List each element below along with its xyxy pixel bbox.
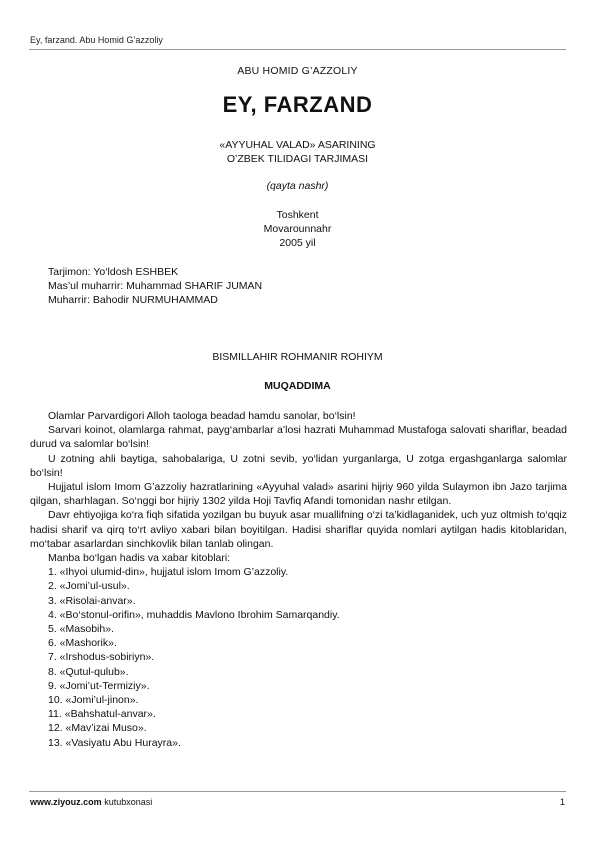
editor-credit: Muharrir: Bahodir NURMUHAMMAD: [48, 294, 218, 306]
paragraph: Hujjatul islom Imom G’azzoliy hazratlarining «Ayyuhal valad» asarini hijriy 960 yilda Sulaymon ibn Jazo tarjima qilgan, sharhlagan. So‘nggi bor hijriy 1302 yilda Hoji Tavfiq Afandi tomonidan nashr etilgan.: [30, 481, 567, 508]
paragraph: Davr ehtiyojiga ko‘ra fiqh sifatida yozilgan bu buyuk asar muallifning o‘zi ta’kidlaganidek, uch yuz oltmish to‘qqiz hadisi sharif va qirq to‘rt avliyo xabari bilan boyitilgan. Hadisi shariflar quyida nomlari aytilgan hadis kitoblaridan, mo‘tabar asarlardan sinchkovlik bilan tanlab olingan.: [30, 509, 567, 550]
sources-heading: Manba bo‘lgan hadis va xabar kitoblari:: [48, 552, 231, 565]
subtitle-line-1: «AYYUHAL VALAD» ASARINING: [219, 139, 376, 151]
site-link[interactable]: www.ziyouz.com: [30, 797, 102, 807]
translator-credit: Tarjimon: Yo‘ldosh ESHBEK: [48, 266, 179, 278]
footer-source: [30, 797, 152, 807]
library-label: kutubxonasi: [101, 797, 153, 807]
edition-note: (qayta nashr): [266, 180, 329, 192]
body-text: [30, 409, 567, 750]
page-number: 1: [559, 797, 565, 807]
paragraph: Sarvari koinot, olamlarga rahmat, payg‘ambarlar a’losi hazrati Muhammad Mustafoga salovati shariflar, beadad durud va salomlar bo‘lsin!: [30, 424, 567, 451]
book-subtitle: [0, 138, 595, 166]
author-name: ABU HOMID G’AZZOLIY: [237, 65, 358, 77]
list-item: 2. «Jomi’ul-usul».: [48, 580, 130, 593]
editor-in-charge-credit: Mas’ul muharrir: Muhammad SHARIF JUMAN: [48, 280, 263, 292]
list-item: 13. «Vasiyatu Abu Hurayra».: [48, 736, 181, 749]
publication-city: Toshkent: [276, 209, 319, 221]
paragraph: Olamlar Parvardigori Alloh taologa beadad hamdu sanolar, bo‘lsin!: [48, 410, 356, 422]
list-item: 9. «Jomi’ut-Termiziy».: [48, 679, 150, 692]
list-item: 7. «Irshodus-sobiriyn».: [48, 651, 155, 664]
subtitle-line-2: O’ZBEK TILIDAGI TARJIMASI: [226, 153, 369, 165]
credits-block: [48, 265, 262, 307]
bismillah-line: BISMILLAHIR ROHMANIR ROHIYM: [212, 351, 383, 363]
publication-info: [0, 208, 595, 250]
publication-year: 2005 yil: [279, 237, 316, 249]
sources-list: [30, 565, 567, 750]
list-item: 4. «Bo‘stonul-orifin», muhaddis Mavlono Ibrohim Samarqandiy.: [48, 608, 340, 621]
list-item: 10. «Jomi’ul-jinon».: [48, 694, 139, 707]
section-title: MUQADDIMA: [264, 380, 331, 392]
footer-divider: [29, 791, 566, 792]
book-title: EY, FARZAND: [222, 92, 373, 117]
list-item: 12. «Mav’izai Muso».: [48, 722, 147, 735]
list-item: 5. «Masobih».: [48, 623, 114, 636]
header-divider: [29, 49, 566, 50]
list-item: 6. «Mashorik».: [48, 637, 117, 650]
running-header: Ey, farzand. Abu Homid G’azzoliy: [30, 35, 163, 45]
list-item: 8. «Qutul-qulub».: [48, 665, 129, 678]
list-item: 3. «Risolai-anvar».: [48, 594, 136, 607]
list-item: 11. «Bahshatul-anvar».: [48, 708, 156, 721]
list-item: 1. «Ihyoi ulumid-din», hujjatul islom Imom G’azzoliy.: [48, 566, 289, 579]
publisher-name: Movarounnahr: [263, 223, 332, 235]
paragraph: U zotning ahli baytiga, sahobalariga, U zotni sevib, yo‘lidan yurganlarga, U zotga ergashganlarga salomlar bo‘lsin!: [30, 452, 567, 479]
